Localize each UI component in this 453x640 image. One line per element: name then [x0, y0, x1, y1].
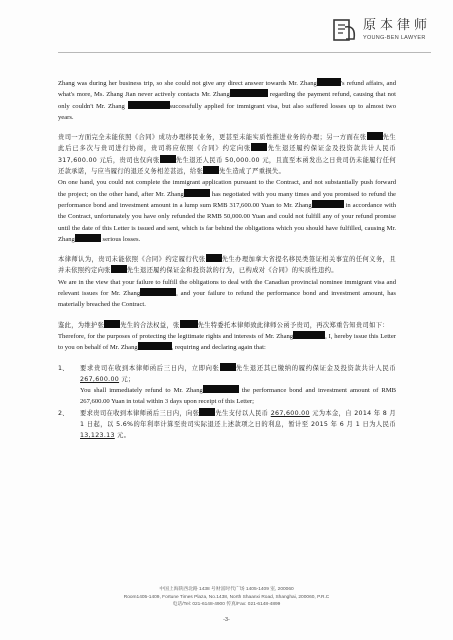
redaction-bar	[367, 132, 383, 140]
redaction-bar	[251, 143, 267, 151]
redaction-bar	[184, 189, 210, 197]
redaction-bar	[199, 408, 215, 416]
redaction-bar	[104, 320, 120, 328]
footer-address-en: Room1405-1409, Fortune Times Plaza, No.1438, North Shaanxi Road, Shanghai, 200060, P.R.C	[123, 594, 330, 600]
footer-contact: 电话/Tel: 021-6148-4900 传真/Fax: 021-6148-4899	[172, 602, 281, 607]
header-divider	[58, 52, 431, 53]
redaction-bar	[111, 265, 127, 273]
paragraph-cn-2: 贵司一方面完全未能依照《合同》成功办理移民业务，更甚至未能实质性推进业务的办理；另一方面在张 先生此后已多次与贵司进行协商，贵司将应依照《合同》约定向张 先生退还履约保证金及投资款共计人民币 317,600.00 元后，贵司也仅向张 先生退还人民币 50,000.00 元，且直至本函发出之日贵司仍未能履行任何还款承诺，与应当履行的退还义务相差甚远，给张 先生造成了严重损失。	[58, 134, 396, 176]
redaction-bar	[206, 254, 222, 262]
paragraph-cn-6: 鉴此，为维护张 先生的合法权益，张 先生特委托本律师致此律师公函予贵司，再次郑重告知贵司如下：	[58, 321, 389, 329]
firm-logo-icon	[332, 17, 358, 43]
redaction-bar	[317, 78, 341, 86]
redaction-bar	[128, 101, 170, 109]
paragraph-en-5: We are in the view that your failure to fulfill the obligations to deal with the Canadian provincial nominee immigrant visa and relevant issues for Mr. Zhang , and your failure to refund the performance bond and investment amount, has materially breached the Contract.	[58, 278, 396, 309]
page-number: -3-	[223, 617, 230, 623]
letterhead	[332, 14, 431, 46]
firm-name-en: YOUNG-BEN LAWYER	[362, 34, 426, 41]
redaction-bar	[203, 385, 239, 393]
footer-address-cn: 中国上海陕西北路 1438 号财富时代广场 1405-1409 室, 200060	[159, 587, 294, 592]
letter-body	[58, 78, 396, 442]
firm-name-cn: 原本律师	[362, 17, 431, 33]
demand-1-en: You shall immediately refund to Mr. Zhang the performance bond and investment amount of RMB 267,600.00 Yuan in total within 3 days upon receipt of this Letter;	[80, 387, 396, 406]
redaction-bar	[180, 320, 198, 328]
redaction-bar	[230, 89, 268, 97]
paragraph-en-1: Zhang was during her business trip, so she could not give any direct answer towards Mr. Zhang 's refund affairs, and what's more, Ms. Zhang Jian never actively contacts Mr. Zhang regarding the payment refund, causing that not only couldn't Mr. Zhang successfully applied for immigrant visa, but also suffered losses up to almost two years.	[58, 80, 397, 121]
redaction-bar	[312, 200, 344, 208]
redaction-bar	[75, 234, 101, 242]
letter-footer	[0, 586, 453, 609]
demand-item-1: 1、 要求贵司在收到本律师函后三日内，立即向张 先生退还其已缴纳的履约保证金及投资款共计人民币 267,600.00 元； You shall immediately refund to Mr. Zhang the performance bond and investment amount of RMB 267,600.00 Yuan in total within 3 days upon receipt of this Letter;	[58, 363, 396, 408]
redaction-bar	[203, 166, 219, 174]
demand-2-cn: 要求贵司在收到本律师函后三日内，向张 先生支付以人民币 267,600.00 元为本金，自 2014 年 8 月 1 日起，以 5.6%的年利率计算至贵司实际退还上述款项之日的利息，暂计至 2015 年 6 月 1 日为人民币 13,123.13 元。	[80, 409, 396, 440]
paragraph-en-3: On one hand, you could not complete the immigrant application pursuant to the Contract, and not substantially push forward the project; on the other hand, after Mr. Zhang has negotiated with you many times and you promised to refund the performance bond and investment amount in a lump sum RMB 317,600.00 Yuan to Mr. Zhang in accordance with the Contract, unfortunately you have only refunded the RMB 50,000.00 Yuan and could not fulfill any of your refund promise until the date of this Letter is issued and sent, which is far behind the obligations which you should have fulfilled, causing Mr. Zhang serious losses.	[58, 179, 396, 243]
paragraph-cn-4: 本律师认为，贵司未能依照《合同》约定履行代张 先生办理加拿大省提名移民类签证相关事宜的任何义务，且并未依照约定向张 先生退还履约保证金和投资款的行为，已构成对《合同》的实质性违约。	[58, 256, 396, 275]
demand-1-cn: 要求贵司在收到本律师函后三日内，立即向张 先生退还其已缴纳的履约保证金及投资款共计人民币 267,600.00 元；	[80, 364, 397, 383]
redaction-bar	[220, 363, 236, 371]
demand-item-2: 2、 要求贵司在收到本律师函后三日内，向张 先生支付以人民币 267,600.00 元为本金，自 2014 年 8 月 1 日起，以 5.6%的年利率计算至贵司实际退还上述款项之日的利息，暂计至 2015 年 6 月 1 日为人民币 13,123.13 元。	[58, 408, 396, 442]
redaction-bar	[138, 342, 172, 350]
redaction-bar	[160, 155, 176, 163]
paragraph-en-7: Therefore, for the purposes of protecting the legitimate rights and interests of Mr. Zhang , I, hereby issue this Letter to you on behalf of Mr. Zhang , requiring and declaring again that:	[58, 332, 396, 352]
redaction-bar	[140, 288, 176, 296]
redaction-bar	[293, 331, 325, 339]
